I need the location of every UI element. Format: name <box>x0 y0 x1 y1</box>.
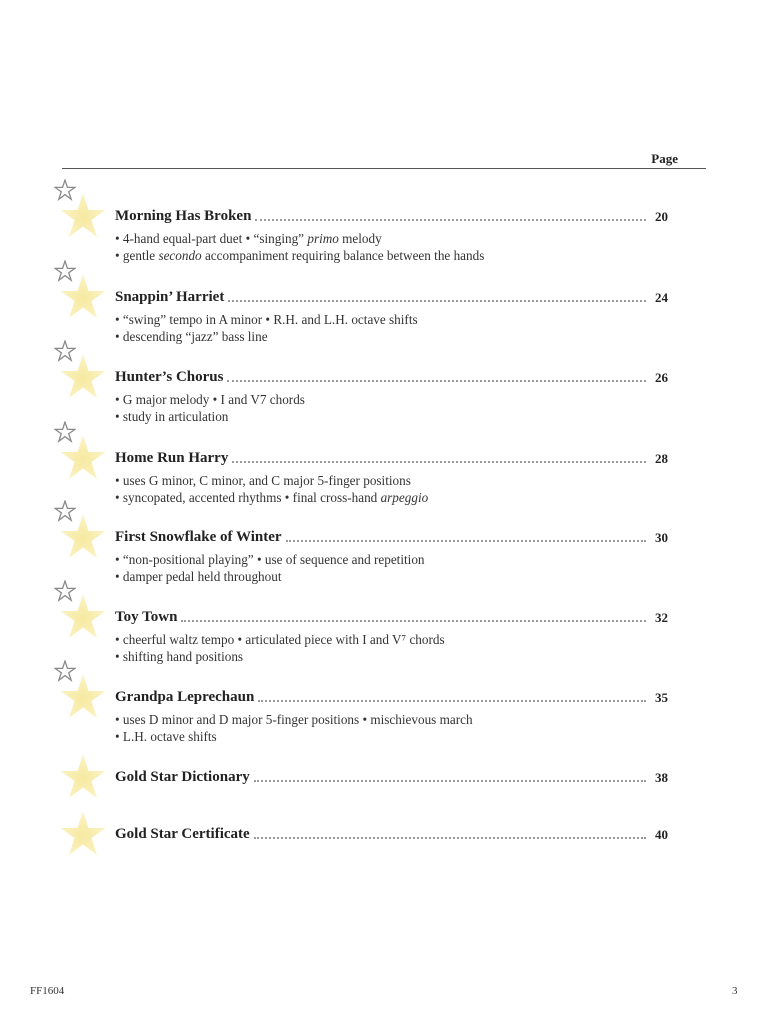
description-text: • G major melody • I and V7 chords <box>115 392 305 407</box>
toc-title[interactable]: Morning Has Broken <box>115 208 252 224</box>
toc-title-row[interactable] <box>115 207 668 225</box>
toc-description-line <box>115 568 282 585</box>
outline-star-icon <box>54 421 76 443</box>
description-text: • L.H. octave shifts <box>115 729 217 744</box>
description-text: • “swing” tempo in A minor • R.H. and L.H. octave shifts <box>115 312 418 327</box>
toc-page-number: 30 <box>655 530 668 545</box>
description-text: melody <box>338 231 382 246</box>
description-text: • study in articulation <box>115 409 229 424</box>
toc-title[interactable]: Hunter’s Chorus <box>115 369 224 385</box>
toc-title-row[interactable] <box>115 825 668 843</box>
star-decoration <box>52 746 110 804</box>
dot-leader <box>286 540 646 542</box>
toc-title-row[interactable] <box>115 368 668 386</box>
dot-leader <box>254 837 646 839</box>
toc-description-line <box>115 247 484 264</box>
dot-leader <box>227 380 646 382</box>
star-decoration <box>52 666 110 724</box>
page-column-label: Page <box>651 151 678 166</box>
toc-page-number: 26 <box>655 370 668 385</box>
toc-description-line <box>115 631 445 648</box>
toc-title-row[interactable] <box>115 449 668 467</box>
footer-page-number: 3 <box>732 985 738 997</box>
toc-description-line <box>115 711 473 728</box>
toc-description-line <box>115 472 411 489</box>
toc-description-line <box>115 728 217 745</box>
toc-title[interactable]: Snappin’ Harriet <box>115 289 225 305</box>
star-decoration <box>52 586 110 644</box>
star-decoration <box>52 346 110 404</box>
gold-star-icon <box>58 752 108 802</box>
dot-leader <box>181 620 646 622</box>
toc-title[interactable]: First Snowflake of Winter <box>115 529 282 545</box>
toc-description-line <box>115 489 428 506</box>
star-decoration <box>52 803 110 861</box>
toc-page-number: 32 <box>655 610 668 625</box>
toc-title-row[interactable] <box>115 288 668 306</box>
toc-description-line <box>115 408 228 425</box>
toc-page-number: 28 <box>655 451 668 466</box>
description-text: accompaniment requiring balance between the hands <box>201 248 485 263</box>
gold-star-icon <box>58 809 108 859</box>
description-text: • cheerful waltz tempo • articulated piece with I and V⁷ chords <box>115 632 445 647</box>
toc-title-row[interactable] <box>115 608 668 626</box>
toc-description-line <box>115 311 418 328</box>
toc-title[interactable]: Gold Star Certificate <box>115 826 250 842</box>
description-text: • 4-hand equal-part duet • “singing” <box>115 231 308 246</box>
toc-page-number: 38 <box>655 770 668 785</box>
dot-leader <box>255 219 646 221</box>
dot-leader <box>254 780 646 782</box>
outline-star-icon <box>54 260 76 282</box>
toc-title[interactable]: Home Run Harry <box>115 450 229 466</box>
toc-header-rule <box>62 150 706 169</box>
description-text: • damper pedal held throughout <box>115 569 282 584</box>
toc-description-line <box>115 551 425 568</box>
star-decoration <box>52 185 110 243</box>
toc-description-line <box>115 648 243 665</box>
toc-title[interactable]: Grandpa Leprechaun <box>115 689 255 705</box>
italic-term: arpeggio <box>380 490 429 505</box>
description-text: • “non-positional playing” • use of sequence and repetition <box>115 552 425 567</box>
outline-star-icon <box>54 500 76 522</box>
toc-title-row[interactable] <box>115 688 668 706</box>
dot-leader <box>232 461 646 463</box>
italic-term: secondo <box>158 248 202 263</box>
italic-term: primo <box>307 231 339 246</box>
dot-leader <box>228 300 646 302</box>
toc-page-number: 40 <box>655 827 668 842</box>
outline-star-icon <box>54 340 76 362</box>
description-text: • uses D minor and D major 5-finger positions • mischievous march <box>115 712 473 727</box>
description-text: • gentle <box>115 248 159 263</box>
outline-star-icon <box>54 179 76 201</box>
dot-leader <box>258 700 646 702</box>
toc-title-row[interactable] <box>115 528 668 546</box>
description-text: • uses G minor, C minor, and C major 5-finger positions <box>115 473 411 488</box>
toc-page-number: 20 <box>655 209 668 224</box>
star-decoration <box>52 266 110 324</box>
description-text: • descending “jazz” bass line <box>115 329 268 344</box>
toc-title-row[interactable] <box>115 768 668 786</box>
star-decoration <box>52 427 110 485</box>
toc-description-line <box>115 328 268 345</box>
toc-title[interactable]: Gold Star Dictionary <box>115 769 250 785</box>
description-text: • syncopated, accented rhythms • final cross-hand <box>115 490 381 505</box>
toc-description-line <box>115 230 382 247</box>
description-text: • shifting hand positions <box>115 649 244 664</box>
footer-catalog-code: FF1604 <box>30 985 65 997</box>
star-decoration <box>52 506 110 564</box>
toc-page-number: 24 <box>655 290 668 305</box>
outline-star-icon <box>54 580 76 602</box>
toc-description-line <box>115 391 305 408</box>
toc-page-number: 35 <box>655 690 668 705</box>
outline-star-icon <box>54 660 76 682</box>
toc-title[interactable]: Toy Town <box>115 609 178 625</box>
